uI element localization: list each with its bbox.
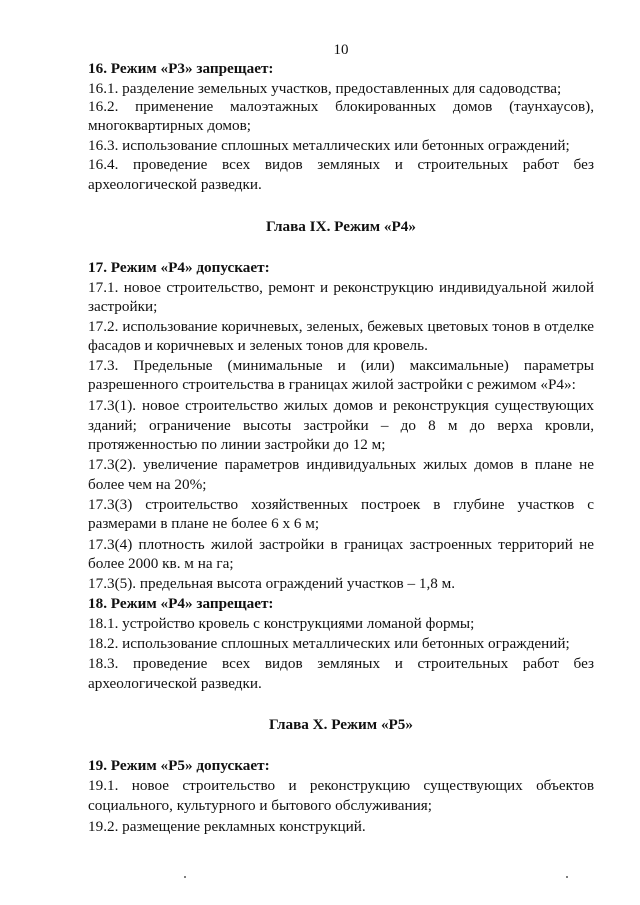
item-17-3-5: 17.3(5). предельная высота ограждений участков – 1,8 м. [88,575,456,592]
item-17-3-2-line1: 17.3(2). увеличение параметров индивидуальных жилых домов в плане не [88,456,594,473]
chapter-9-heading: Глава IX. Режим «Р4» [266,218,416,235]
item-19-1-line2: социального, культурного и бытового обслуживания; [88,797,432,814]
item-17-2-line1: 17.2. использование коричневых, зеленых, бежевых цветовых тонов в отделке [88,318,594,335]
item-16-2-line2: многоквартирных домов; [88,117,251,134]
item-17-3-1-line3: протяженностью по линии застройки до 12 м; [88,436,386,453]
section-19-title: 19. Режим «Р5» допускает: [88,757,270,774]
item-16-1: 16.1. разделение земельных участков, предоставленных для садоводства; [88,80,562,97]
item-17-3-1-line1: 17.3(1). новое строительство жилых домов и реконструкция существующих [88,397,594,414]
item-17-3-3-line1: 17.3(3) строительство хозяйственных построек в глубине участков с [88,496,594,513]
item-18-3-line1: 18.3. проведение всех видов земляных и строительных работ без [88,655,594,672]
item-19-1-line1: 19.1. новое строительство и реконструкцию существующих объектов [88,777,594,794]
scan-speck [184,876,186,878]
item-18-2: 18.2. использование сплошных металлических или бетонных ограждений; [88,635,570,652]
section-16-title: 16. Режим «Р3» запрещает: [88,60,274,77]
item-17-3-4-line2: более 2000 кв. м на га; [88,555,234,572]
page-number: 10 [333,42,349,58]
item-17-1-line2: застройки; [88,298,158,315]
section-17-title: 17. Режим «Р4» допускает: [88,259,270,276]
item-17-2-line2: фасадов и коричневых и зеленых тонов для кровель. [88,337,428,354]
item-17-3-3-line2: размерами в плане не более 6 х 6 м; [88,515,320,532]
item-18-1: 18.1. устройство кровель с конструкциями ломаной формы; [88,615,475,632]
item-17-3-4-line1: 17.3(4) плотность жилой застройки в границах застроенных территорий не [88,536,594,553]
section-18-title: 18. Режим «Р4» запрещает: [88,595,274,612]
item-16-3: 16.3. использование сплошных металлических или бетонных ограждений; [88,137,570,154]
item-17-3-2-line2: более чем на 20%; [88,476,207,493]
item-17-3-line1: 17.3. Предельные (минимальные и (или) максимальные) параметры [88,357,594,374]
item-17-3-line2: разрешенного строительства в границах жилой застройки с режимом «Р4»: [88,376,576,393]
chapter-10-heading: Глава X. Режим «Р5» [269,716,413,733]
scan-speck [566,876,568,878]
item-16-4-line1: 16.4. проведение всех видов земляных и строительных работ без [88,156,594,173]
item-16-4-line2: археологической разведки. [88,176,262,193]
item-17-3-1-line2: зданий; ограничение высоты застройки – до 8 м до верха кровли, [88,417,594,434]
item-17-1-line1: 17.1. новое строительство, ремонт и реконструкцию индивидуальной жилой [88,279,594,296]
item-18-3-line2: археологической разведки. [88,675,262,692]
item-16-2-line1: 16.2. применение малоэтажных блокированных домов (таунхаусов), [88,98,594,115]
item-19-2: 19.2. размещение рекламных конструкций. [88,818,366,835]
